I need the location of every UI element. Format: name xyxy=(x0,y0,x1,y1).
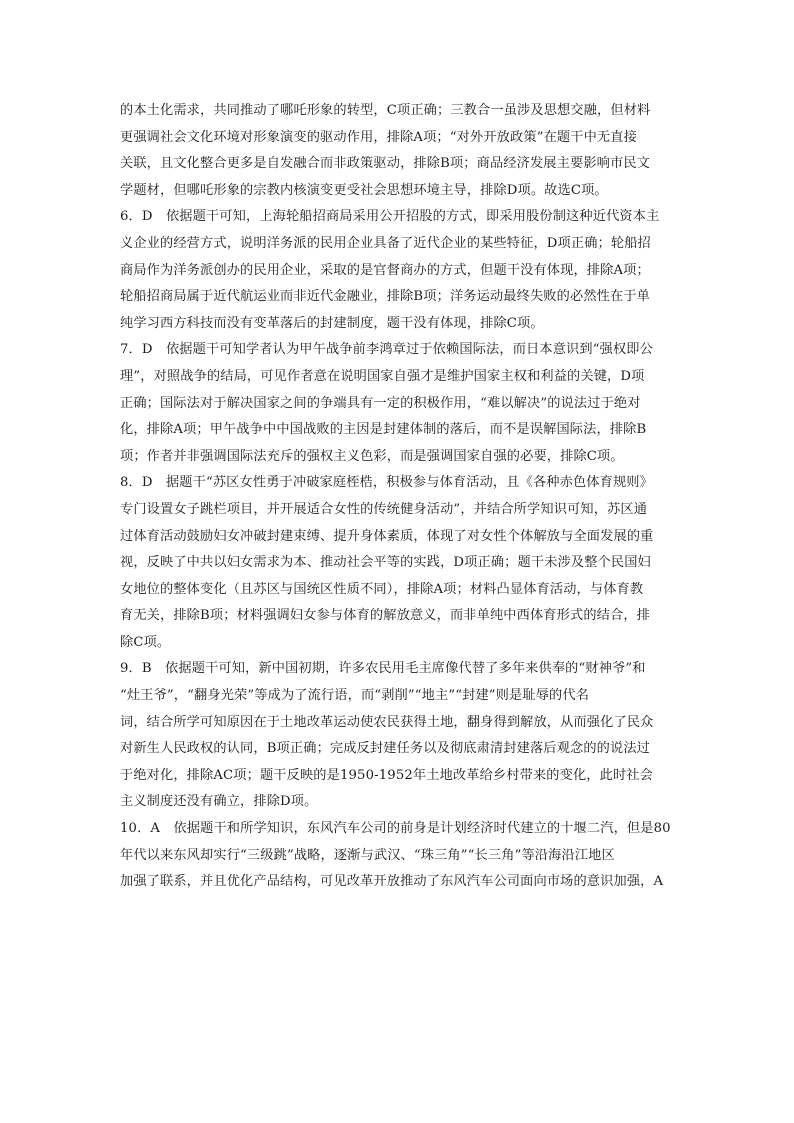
text-line: 词，结合所学可知原因在于土地改革运动使农民获得土地，翻身得到解放，从而强化了民众 xyxy=(120,714,654,730)
text-line: 的本土化需求，共同推动了哪吒形象的转型，C项正确；三教合一虽涉及思想交融，但材料 xyxy=(120,103,651,118)
text-line: 过体育活动鼓励妇女冲破封建束缚、提升身体素质，体现了对女性个体解放与全面发展的重 xyxy=(120,528,654,544)
text-line: 项；作者并非强调国际法充斥的强权主义色彩，而是强调国家自强的必要，排除C项。 xyxy=(120,448,624,464)
paragraph-question-10 xyxy=(120,816,688,896)
text-line: 义企业的经营方式，说明洋务派的民用企业具备了近代企业的某些特征，D项正确；轮船招 xyxy=(120,235,651,251)
text-line: 对新生人民政权的认同，B项正确；完成反封建任务以及彻底肃清封建落后观念的的说法过 xyxy=(120,741,650,757)
text-line: 理”，对照战争的结局，可见作者意在说明国家自强才是维护国家主权和利益的关键，D项 xyxy=(120,368,645,384)
text-line: 女地位的整体变化（且苏区与国统区性质不同），排除A项；材料凸显体育活动，与体育教 xyxy=(120,581,644,597)
text-line: 专门设置女子跳栏项目，并开展适合女性的传统健身活动”，并结合所学知识可知，苏区通 xyxy=(120,501,648,517)
paragraph-continuation xyxy=(120,98,688,204)
paragraph-question-8 xyxy=(120,470,688,656)
paragraph-question-7 xyxy=(120,337,688,470)
answer-explanations xyxy=(120,98,688,896)
text-line: 年代以来东风却实行“三级跳”战略，逐渐与武汉、“珠三角”“长三角”等沿海沿江地区 xyxy=(120,847,615,863)
text-line: 视，反映了中共以妇女需求为本、推动社会平等的实践，D项正确；题干未涉及整个民国妇 xyxy=(120,555,651,571)
text-line: 纯学习西方科技而没有变革落后的封建制度，题干没有体现，排除C项。 xyxy=(120,315,544,331)
text-line: 8．D 据题干“苏区女性勇于冲破家庭桎梏，积极参与体育活动，且《各种赤色体育规则》 xyxy=(120,475,653,491)
text-line: 6．D 依据题干可知，上海轮船招商局采用公开招股的方式，即采用股份制这种近代资本主 xyxy=(120,209,660,225)
text-line: 除C项。 xyxy=(120,634,171,650)
text-line: 正确；国际法对于解决国家之间的争端具有一定的积极作用，“难以解决”的说法过于绝对 xyxy=(120,395,641,411)
text-line: 7．D 依据题干可知学者认为甲午战争前李鸿章过于依赖国际法，而日本意识到“强权即公 xyxy=(120,342,653,358)
text-line: 轮船招商局属于近代航运业而非近代金融业，排除B项；洋务运动最终失败的必然性在于单 xyxy=(120,289,650,305)
text-line: 关联，且文化整合更多是自发融合而非政策驱动，排除B项；商品经济发展主要影响市民文 xyxy=(120,156,650,172)
text-line: 学题材，但哪吒形象的宗教内核演变更受社会思想环境主导，排除D项。故选C项。 xyxy=(120,182,608,198)
paragraph-question-6 xyxy=(120,204,688,337)
text-line: 商局作为洋务派创办的民用企业，采取的是官督商办的方式，但题干没有体现，排除A项； xyxy=(120,262,650,278)
paragraph-question-9 xyxy=(120,656,688,816)
text-line: 主义制度还没有确立，排除D项。 xyxy=(120,794,318,810)
text-line: 更强调社会文化环境对形象演变的驱动作用，排除A项；“对外开放政策”在题干中无直接 xyxy=(120,129,637,145)
text-line: 9．B 依据题干可知，新中国初期，许多农民用毛主席像代替了多年来供奉的“财神爷”和 xyxy=(120,661,646,677)
text-line: 加强了联系，并且优化产品结构，可见改革开放推动了东风汽车公司面向市场的意识加强，A xyxy=(120,874,664,890)
text-line: “灶王爷”，“翻身光荣”等成为了流行语，而“剥削”“地主”“封建”则是耻辱的代名 xyxy=(120,688,590,704)
text-line: 于绝对化，排除AC项；题干反映的是1950-1952年土地改革给乡村带来的变化，此时社会 xyxy=(120,767,653,783)
text-line: 10．A 依据题干和所学知识，东风汽车公司的前身是计划经济时代建立的十堰二汽，但是80 xyxy=(120,821,671,837)
text-line: 育无关，排除B项；材料强调妇女参与体育的解放意义，而非单纯中西体育形式的结合，排 xyxy=(120,608,650,624)
text-line: 化，排除A项；甲午战争中中国战败的主因是封建体制的落后，而不是误解国际法，排除B xyxy=(120,422,647,438)
